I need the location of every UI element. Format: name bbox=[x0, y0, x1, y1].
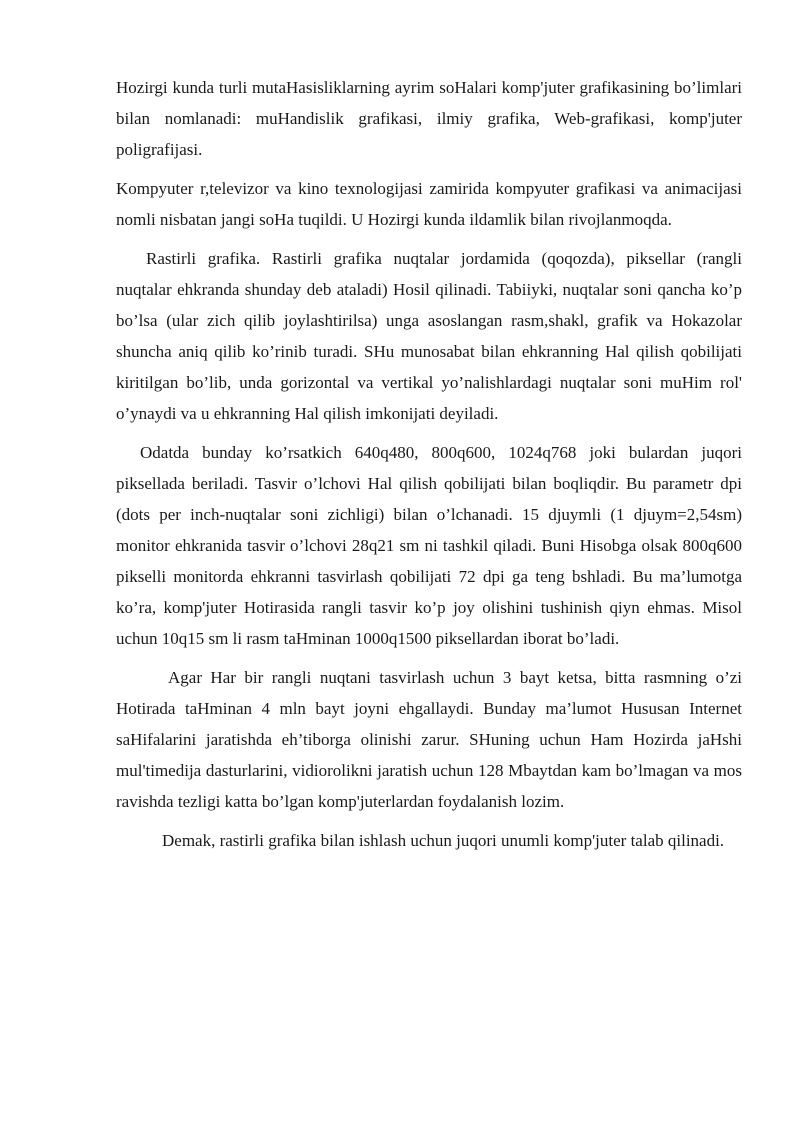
paragraph-memory: Agar Har bir rangli nuqtani tasvirlash uchun 3 bayt ketsa, bitta rasmning o’zi Hotirada taHminan 4 mln bayt joyni ehgallaydi. Bunday ma’lumot Hususan Internet saHifalarini jaratishda eh’tiborga olinishi zarur. SHuning uchun Ham Hozirda jaHshi mul'timedija dasturlarini, vidiorolikni jaratish uchun 128 Mbaytdan kam bo’lmagan va mos ravishda tezligi katta bo’lgan komp'juterlardan foydalanish lozim. bbox=[116, 668, 742, 811]
document-body bbox=[116, 72, 742, 864]
paragraph-intro: Hozirgi kunda turli mutaHasisliklarning ayrim soHalari komp'juter grafikasining bo’limlari bilan nomlanadi: muHandislik grafikasi, ilmiy grafika, Web-grafikasi, komp'juter poligrafijasi. bbox=[116, 78, 742, 159]
paragraph-conclusion: Demak, rastirli grafika bilan ishlash uchun juqori unumli komp'juter talab qilinadi. bbox=[162, 831, 725, 850]
paragraph-resolution: Odatda bunday ko’rsatkich 640q480, 800q600, 1024q768 joki bulardan juqori piksellada beriladi. Tasvir o’lchovi Hal qilish qobilijati bilan boqliqdir. Bu parametr dpi (dots per inch-nuqtalar soni zichligi) bilan o’lchanadi. 15 djuymli (1 djuym=2,54sm) monitor ehkranida tasvir o’lchovi 28q21 sm ni tashkil qiladi. Buni Hisobga olsak 800q600 pikselli monitorda ehkranni tasvirlash qobilijati 72 dpi ga teng bshladi. Bu ma’lumotga ko’ra, komp'juter Hotirasida rangli tasvir ko’p joy olishini tushinish qiyn ehmas. Misol uchun 10q15 sm li rasm taHminan 1000q1500 piksellardan iborat bo’ladi. bbox=[116, 443, 742, 648]
paragraph-raster-graphics: Rastirli grafika. Rastirli grafika nuqtalar jordamida (qoqozda), piksellar (rangli nuqtalar ehkranda shunday deb ataladi) Hosil qilinadi. Tabiiyki, nuqtalar soni qancha ko’p bo’lsa (ular zich qilib joylashtirilsa) unga asoslangan rasm,shakl, grafik va Hokazolar shuncha aniq qilib ko’rinib turadi. SHu munosabat bilan ehkranning Hal qilish qobilijati kiritilgan bo’lib, unda gorizontal va vertikal yo’nalishlardagi nuqtalar soni muHim rol' o’ynaydi va u ehkranning Hal qilish imkonijati deyiladi. bbox=[116, 249, 742, 423]
paragraph-animation: Kompyuter r,televizor va kino texnologijasi zamirida kompyuter grafikasi va animacijasi nomli nisbatan jangi soHa tuqildi. U Hozirgi kunda ildamlik bilan rivojlanmoqda. bbox=[116, 179, 742, 229]
